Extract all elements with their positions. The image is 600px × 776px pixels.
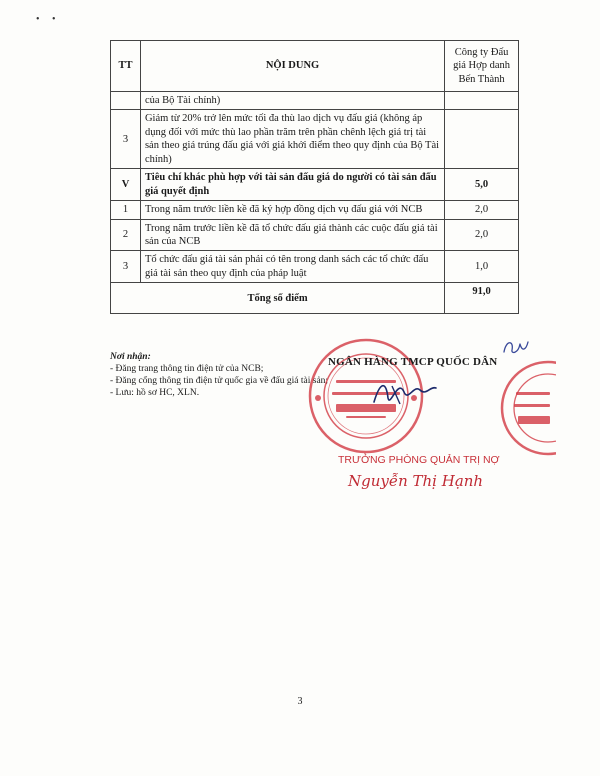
recipient-item: - Lưu: hồ sơ HC, XLN. [110,387,200,398]
recipient-item: - Đăng trang thông tin điện tử của NCB; [110,363,264,374]
table-header-row [111,41,519,92]
row-score [445,110,519,169]
row-tt: 1 [111,201,141,219]
table-row [111,169,519,201]
row-tt: 3 [111,251,141,283]
table-row [111,110,519,169]
row-score: 2,0 [445,201,519,219]
scoring-table [110,40,519,314]
total-score: 91,0 [445,283,519,314]
row-score: 5,0 [445,169,519,201]
recipient-item: - Đăng cổng thông tin điện tử quốc gia về đấu giá tài sản; [110,375,329,386]
signature-block [300,336,550,496]
header-content: NỘI DUNG [140,41,444,92]
recipients-title: Nơi nhận: [110,352,151,362]
row-content: Trong năm trước liền kề đã tổ chức đấu giá thành các cuộc đấu giá tài sản của NCB [140,219,444,251]
row-content: của Bộ Tài chính) [140,92,444,110]
row-content: Tổ chức đấu giá tài sản phải có tên trong danh sách các tổ chức đấu giá tài sản theo quy định của pháp luật [140,251,444,283]
row-score: 1,0 [445,251,519,283]
scan-marks: • • [36,14,56,25]
row-score [445,92,519,110]
row-tt: V [111,169,141,201]
handwritten-signature-icon [370,372,440,412]
table-row [111,251,519,283]
row-content: Tiêu chí khác phù hợp với tài sản đấu giá do người có tài sản đấu giá quyết định [140,169,444,201]
row-content: Giảm từ 20% trở lên mức tối đa thù lao dịch vụ đấu giá (không áp dụng đối với mức thù lao phần trăm trên phần chênh lệch giá trị tài sản theo giá trúng đấu giá với giá khởi điểm theo quy định của Bộ Tài chính) [140,110,444,169]
table-row [111,201,519,219]
row-tt: 2 [111,219,141,251]
table-row [111,92,519,110]
table-total-row [111,283,519,314]
total-label: Tổng số điểm [111,283,445,314]
organization-name: NGÂN HÀNG TMCP QUỐC DÂN [328,356,498,368]
row-tt [111,92,141,110]
row-tt: 3 [111,110,141,169]
row-score: 2,0 [445,219,519,251]
signer-name: Nguyễn Thị Hạnh [348,472,484,490]
signer-position: TRƯỞNG PHÒNG QUẢN TRỊ NỢ [338,454,500,466]
table-row [111,219,519,251]
page-number: 3 [297,696,303,707]
row-content: Trong năm trước liền kề đã ký hợp đồng dịch vụ đấu giá với NCB [140,201,444,219]
partial-stamp-icon [486,358,556,458]
header-company: Công ty Đấu giá Hợp danh Bến Thành [445,41,519,92]
initial-mark-icon [500,336,530,358]
header-tt: TT [111,41,141,92]
recipients-block [110,352,330,400]
